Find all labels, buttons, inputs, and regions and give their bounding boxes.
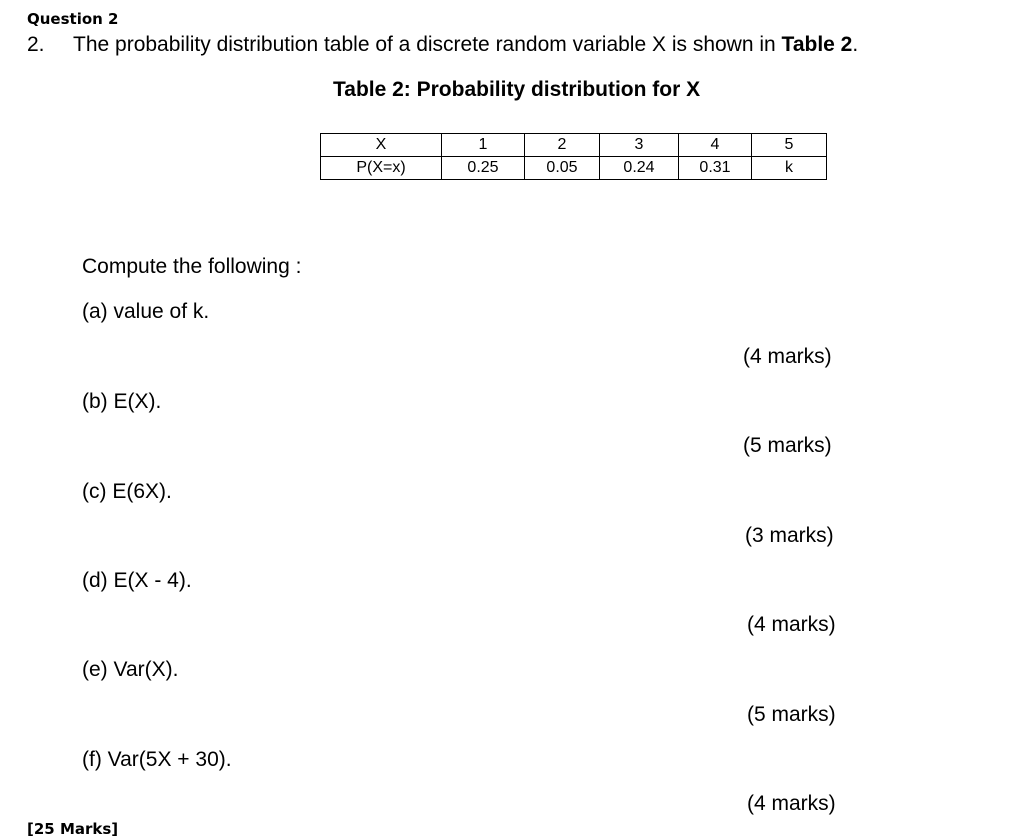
question-number: 2.	[27, 33, 45, 56]
table-cell: 4	[679, 134, 752, 157]
table-cell: 5	[752, 134, 827, 157]
part-a-label: (a) value of k.	[82, 300, 210, 323]
table-row	[321, 134, 827, 157]
table-cell: P(X=x)	[321, 157, 442, 180]
intro-bold-ref: Table 2	[781, 33, 853, 56]
part-b-marks: (5 marks)	[743, 434, 832, 457]
part-d-label: (d) E(X - 4).	[82, 569, 192, 592]
question-heading: Question 2	[27, 10, 119, 28]
table-cell: 2	[525, 134, 600, 157]
part-e-marks: (5 marks)	[747, 703, 836, 726]
distribution-table	[320, 133, 827, 180]
intro-end: .	[852, 33, 859, 56]
table-cell: 0.31	[679, 157, 752, 180]
part-e-label: (e) Var(X).	[82, 658, 179, 681]
intro-text: The probability distribution table of a discrete random variable X is shown in	[73, 33, 782, 56]
compute-label: Compute the following :	[82, 255, 302, 278]
table-cell: 1	[442, 134, 525, 157]
part-c-marks: (3 marks)	[745, 524, 834, 547]
table-cell: 0.05	[525, 157, 600, 180]
part-b-label: (b) E(X).	[82, 390, 162, 413]
table-cell: X	[321, 134, 442, 157]
question-intro	[27, 33, 858, 57]
table-row	[321, 157, 827, 180]
table-cell: k	[752, 157, 827, 180]
total-marks-footer: [25 Marks]	[27, 820, 119, 838]
part-f-label: (f) Var(5X + 30).	[82, 748, 232, 771]
table-cell: 0.24	[600, 157, 679, 180]
part-f-marks: (4 marks)	[747, 792, 836, 815]
part-a-marks: (4 marks)	[743, 345, 832, 368]
table-cell: 3	[600, 134, 679, 157]
table-caption: Table 2: Probability distribution for X	[333, 78, 701, 101]
table-cell: 0.25	[442, 157, 525, 180]
part-c-label: (c) E(6X).	[82, 480, 172, 503]
part-d-marks: (4 marks)	[747, 613, 836, 636]
